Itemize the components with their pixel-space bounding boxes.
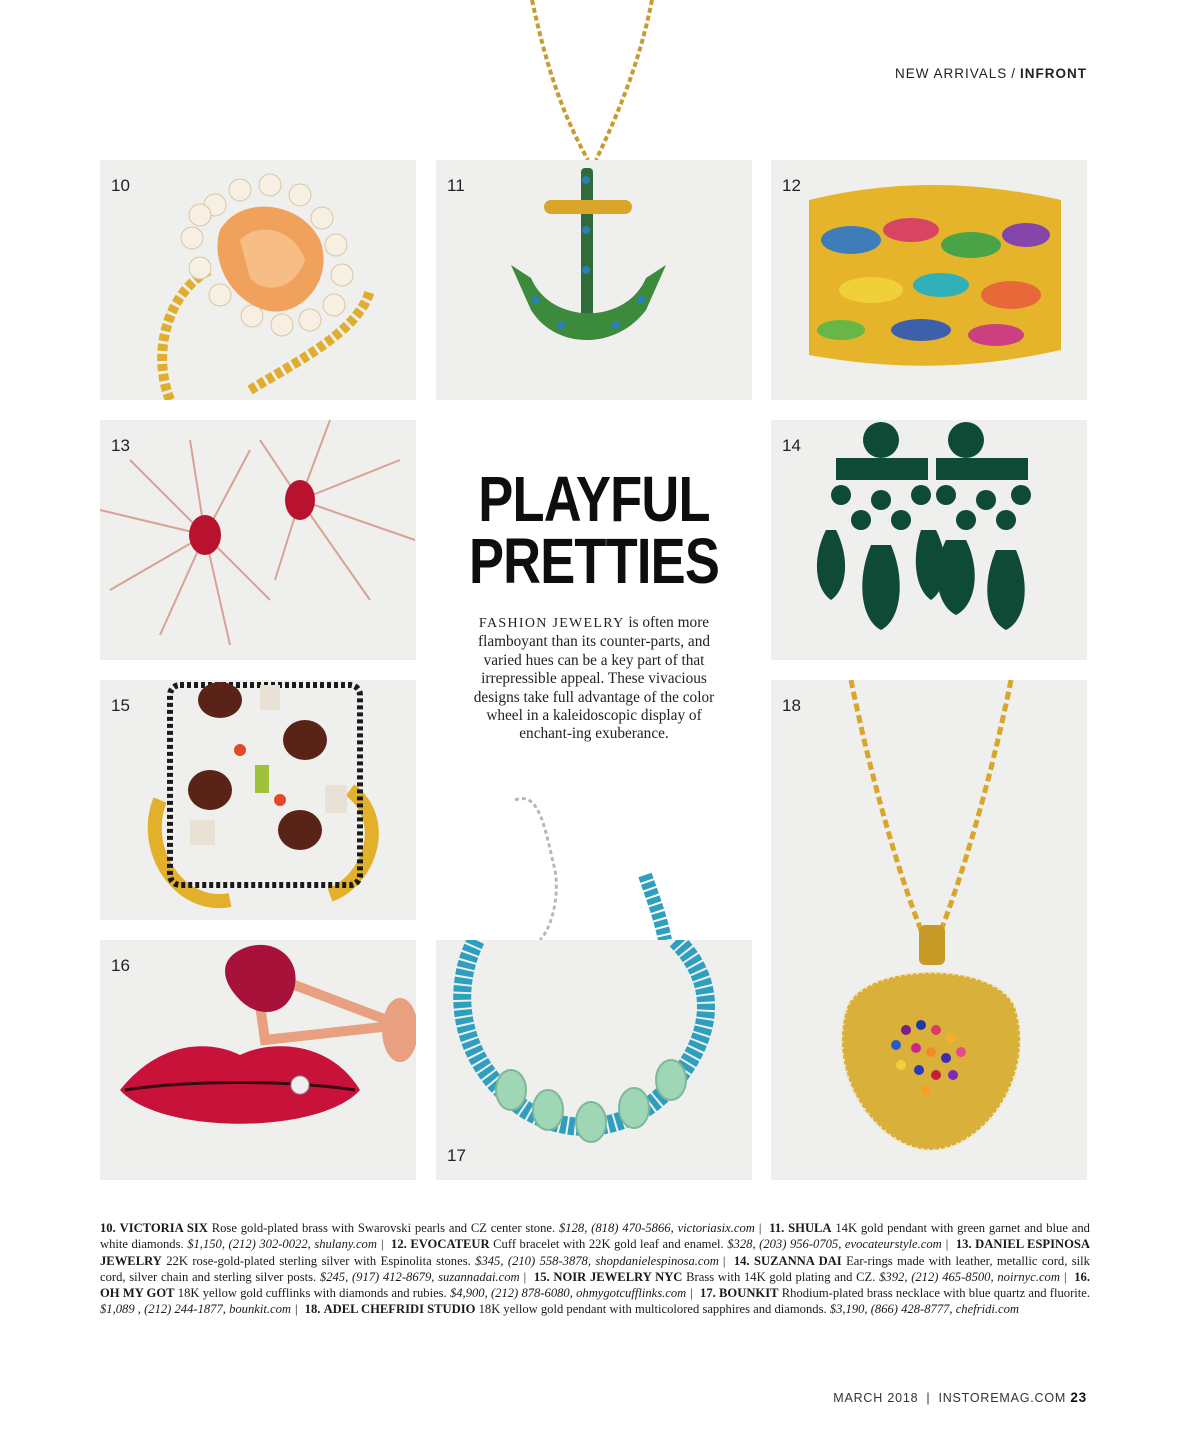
credit-contact: $1,150, (212) 302-0022, shulany.com — [187, 1237, 377, 1252]
product-tile-14[interactable] — [771, 420, 1087, 660]
sapphire-pendant-image — [771, 680, 1087, 1180]
credit-number: 17. — [700, 1286, 716, 1301]
enamel-cuff-image — [771, 160, 1087, 400]
credit-contact: $392, (212) 465-8500, noirnyc.com — [879, 1269, 1060, 1284]
credit-number: 11. — [769, 1221, 785, 1235]
credit-number: 15. — [533, 1269, 550, 1284]
credit-brand: NOIR JEWELRY NYC — [553, 1269, 683, 1284]
product-number: 18 — [782, 696, 801, 715]
pearl-ring-image — [100, 160, 416, 400]
page-footer — [833, 1390, 1087, 1405]
credit-contact: $1,089 , (212) 244-1877, bounkit.com — [100, 1302, 291, 1317]
footer-separator: | — [926, 1391, 931, 1405]
product-tile-18[interactable] — [771, 680, 1087, 1180]
credit-brand: SHULA — [788, 1221, 832, 1235]
credit-description: 22K rose-gold-plated sterling silver with Espinolita stones. — [166, 1253, 471, 1268]
subsection-label: INFRONT — [1020, 66, 1087, 81]
product-number: 16 — [111, 956, 130, 975]
product-number: 10 — [111, 176, 130, 195]
article-title — [464, 463, 723, 597]
website-link[interactable]: INSTOREMAG.COM — [938, 1391, 1067, 1405]
credit-brand: BOUNKIT — [719, 1286, 779, 1301]
tassel-earrings-image — [771, 420, 1087, 660]
issue-date: MARCH 2018 — [833, 1391, 919, 1405]
credit-brand: DANIEL ESPINOSA JEWELRY — [100, 1237, 1090, 1268]
quartz-necklace-image — [436, 940, 752, 1180]
credit-description: Rose gold-plated brass with Swarovski pearls and CZ center stone. — [211, 1221, 556, 1235]
credit-description: Cuff bracelet with 22K gold leaf and enamel. — [493, 1237, 724, 1252]
credit-number: 12. — [391, 1237, 407, 1252]
credit-description: Brass with 14K gold plating and CZ. — [686, 1269, 876, 1284]
credit-brand: VICTORIA SIX — [119, 1221, 208, 1235]
product-number: 14 — [782, 436, 801, 455]
intro-body: is often more flamboyant than its counter-parts, and varied hues can be a key part of that irrepressible appeal. These vivacious designs take full advantage of the color wheel in a kaleidoscopic display of enchant-ing exuberance. — [473, 614, 715, 743]
credit-contact: $128, (818) 470-5866, victoriasix.com — [559, 1221, 755, 1235]
credit-number: 16. — [1074, 1269, 1090, 1284]
product-number: 12 — [782, 176, 801, 195]
credit-contact: $3,190, (866) 428-8777, chefridi.com — [829, 1302, 1020, 1317]
credit-number: 14. — [733, 1253, 750, 1268]
page-number: 23 — [1070, 1390, 1087, 1405]
credit-number: 18. — [304, 1302, 321, 1317]
product-number: 17 — [447, 1146, 466, 1165]
section-separator: / — [1011, 66, 1016, 81]
credit-brand: OH MY GOT — [100, 1286, 175, 1301]
credit-contact: $4,900, (212) 878-6080, ohmygotcufflinks.com — [449, 1286, 687, 1301]
credit-brand: SUZANNA DAI — [753, 1253, 842, 1268]
product-credits: 10. VICTORIA SIX Rose gold-plated brass with Swarovski pearls and CZ center stone. $128, (818) 470-5866, victoriasix.com | 11. SHULA 14K gold pendant with green garnet and blue and white diamonds. $1,150, (212) 302-0022, shulany.com | 12. EVOCATEUR Cuff bracelet with 22K gold leaf and enamel. $328, (203) 956-0705, evocateurstyle.com | 13. DANIEL ESPINOSA JEWELRY 22K rose-gold-plated sterling silver with Espinolita stones. $345, (210) 558-3878, shopdanielespinosa.com | 14. SUZANNA DAI Ear-rings made with leather, metallic cord, silk cord, silver chain and sterling silver posts. $245, (917) 412-8679, suzannadai.com | 15. NOIR JEWELRY NYC Brass with 14K gold plating and CZ. $392, (212) 465-8500, noirnyc.com | 16. OH MY GOT 18K yellow gold cufflinks with diamonds and rubies. $4,900, (212) 878-6080, ohmygotcufflinks.com | 17. BOUNKIT Rhodium-plated brass necklace with blue quartz and fluorite. $1,089 , (212) 244-1877, bounkit.com | 18. ADEL CHEFRIDI STUDIO 18K yellow gold pendant with multicolored sapphires and diamonds. $3,190, (866) 428-8777, chefridi.com — [100, 1221, 1091, 1317]
starburst-earrings-image — [100, 420, 416, 660]
product-number: 13 — [111, 436, 130, 455]
credit-description: 18K yellow gold pendant with multicolored sapphires and diamonds. — [478, 1302, 827, 1317]
lip-cufflinks-image — [100, 940, 416, 1180]
product-tile-15[interactable] — [100, 680, 416, 920]
credit-brand: EVOCATEUR — [410, 1237, 490, 1252]
product-number: 11 — [447, 176, 465, 195]
credit-contact: $245, (917) 412-8679, suzannadai.com — [319, 1269, 520, 1284]
beetle-cuff-image — [100, 680, 416, 920]
credit-description: Rhodium-plated brass necklace with blue quartz and fluorite. — [781, 1286, 1091, 1301]
article-title-line-2: PRETTIES — [468, 525, 720, 597]
anchor-pendant-image — [436, 160, 752, 400]
credit-number: 10. — [100, 1221, 116, 1235]
credit-contact: $345, (210) 558-3878, shopdanielespinosa.com — [475, 1253, 719, 1268]
product-tile-13[interactable] — [100, 420, 416, 660]
product-tile-12[interactable] — [771, 160, 1087, 400]
product-number: 15 — [111, 696, 130, 715]
product-tile-17[interactable] — [436, 940, 752, 1180]
credit-description: Ear-rings made with leather, metallic cord, silk cord, silver chain and sterling silver posts. — [100, 1253, 1090, 1284]
credit-contact: $328, (203) 956-0705, evocateurstyle.com — [727, 1237, 942, 1252]
intro-lead: FASHION JEWELRY — [478, 616, 625, 631]
section-label: NEW ARRIVALS — [894, 66, 1008, 81]
anchor-chain-image — [0, 0, 1200, 170]
credit-description: 14K gold pendant with green garnet and blue and white diamonds. — [100, 1221, 1090, 1252]
product-tile-16[interactable] — [100, 940, 416, 1180]
article-intro — [470, 614, 718, 744]
credit-description: 18K yellow gold cufflinks with diamonds and rubies. — [177, 1286, 447, 1301]
credit-brand: ADEL CHEFRIDI STUDIO — [323, 1302, 476, 1317]
product-tile-11[interactable] — [436, 160, 752, 400]
bracelet-chain-image — [500, 790, 700, 940]
product-tile-10[interactable] — [100, 160, 416, 400]
credit-number: 13. — [955, 1237, 972, 1252]
article-title-line-1: PLAYFUL — [478, 463, 710, 535]
